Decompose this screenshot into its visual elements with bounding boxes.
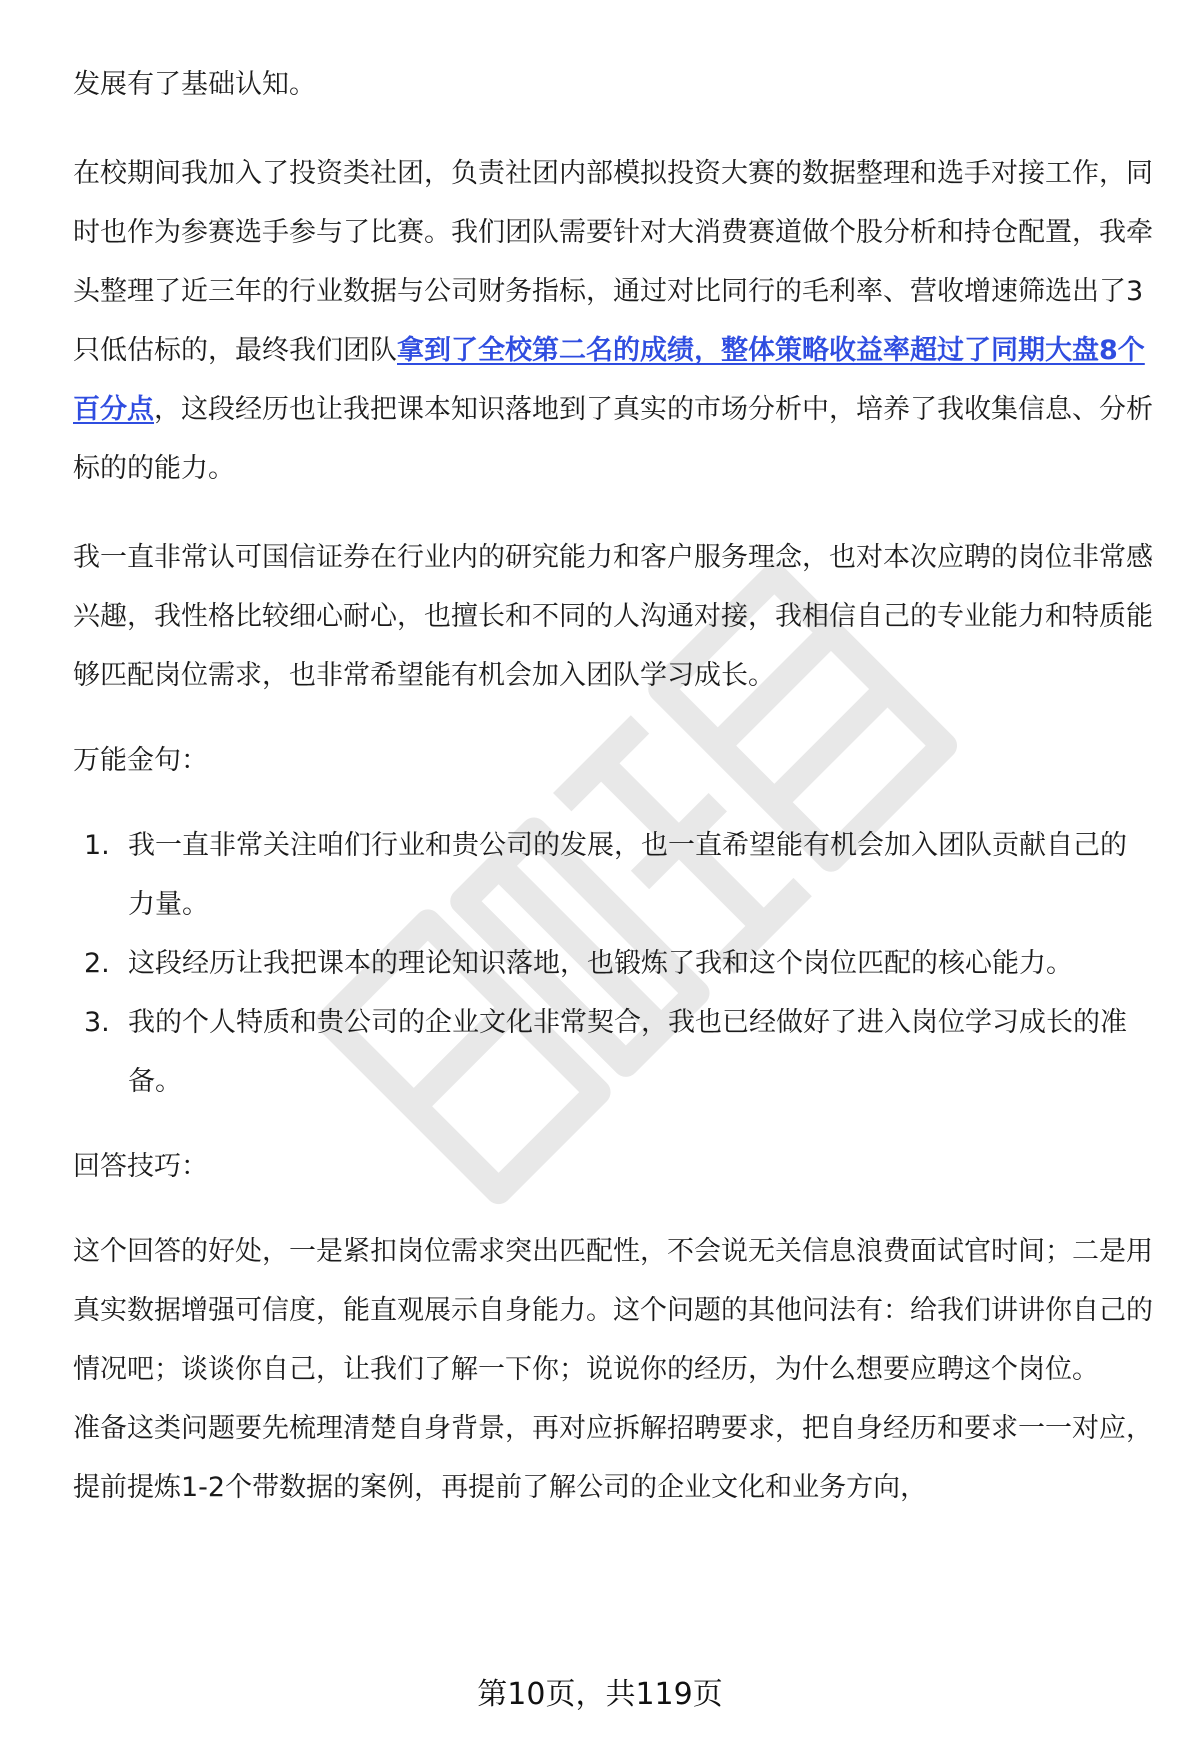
paragraph-answer-benefits: 这个回答的好处，一是紧扣岗位需求突出匹配性，不会说无关信息浪费面试官时间；二是用真实数据增强可信度，能直观展示自身能力。这个问题的其他问法有：给我们讲讲你自己的情况吧；谈谈你自己，让我们了解一下你；说说你的经历，为什么想要应聘这个岗位。 bbox=[73, 1236, 1153, 1385]
paragraph-intro-tail: 发展有了基础认知。 bbox=[73, 69, 316, 100]
list-item-number: 3. bbox=[84, 1007, 110, 1038]
page-number: 第10页，共119页 bbox=[477, 1677, 723, 1712]
list-item-number: 2. bbox=[84, 948, 110, 979]
list-item bbox=[73, 993, 1153, 1111]
list-item-text: 我的个人特质和贵公司的企业文化非常契合，我也已经做好了进入岗位学习成长的准备。 bbox=[128, 1007, 1127, 1097]
list-item bbox=[73, 816, 1153, 934]
paragraph-motivation: 我一直非常认可国信证券在行业内的研究能力和客户服务理念，也对本次应聘的岗位非常感兴趣，我性格比较细心耐心，也擅长和不同的人沟通对接，我相信自己的专业能力和特质能够匹配岗位需求，也非常希望能有机会加入团队学习成长。 bbox=[73, 542, 1153, 691]
paragraph-club-text-after: ，这段经历也让我把课本知识落地到了真实的市场分析中，培养了我收集信息、分析标的的能力。 bbox=[73, 394, 1153, 484]
golden-sentences-list bbox=[73, 816, 1153, 1111]
list-item-number: 1. bbox=[84, 830, 110, 861]
list-item-text: 这段经历让我把课本的理论知识落地，也锻炼了我和这个岗位匹配的核心能力。 bbox=[128, 948, 1073, 979]
paragraph-club-text-before: 在校期间我加入了投资类社团，负责社团内部模拟投资大赛的数据整理和选手对接工作，同时也作为参赛选手参与了比赛。我们团队需要针对大消费赛道做个股分析和持仓配置，我牵头整理了近三年的行业数据与公司财务指标，通过对比同行的毛利率、营收增速筛选出了3只低估标的，最终我们团队 bbox=[73, 158, 1153, 366]
document-body bbox=[73, 55, 1153, 1517]
list-item-text: 我一直非常关注咱们行业和贵公司的发展，也一直希望能有机会加入团队贡献自己的力量。 bbox=[128, 830, 1127, 920]
paragraph-club-experience bbox=[73, 144, 1153, 498]
heading-answer-tips: 回答技巧： bbox=[73, 1151, 208, 1182]
heading-golden-sentences: 万能金句： bbox=[73, 745, 208, 776]
achievement-highlight: 拿到了全校第二名的成绩，整体策略收益率超过了同期大盘8个百分点 bbox=[73, 335, 1145, 425]
paragraph-preparation: 准备这类问题要先梳理清楚自身背景，再对应拆解招聘要求，把自身经历和要求一一对应，提前提炼1-2个带数据的案例，再提前了解公司的企业文化和业务方向， bbox=[73, 1413, 1153, 1503]
list-item bbox=[73, 934, 1153, 993]
